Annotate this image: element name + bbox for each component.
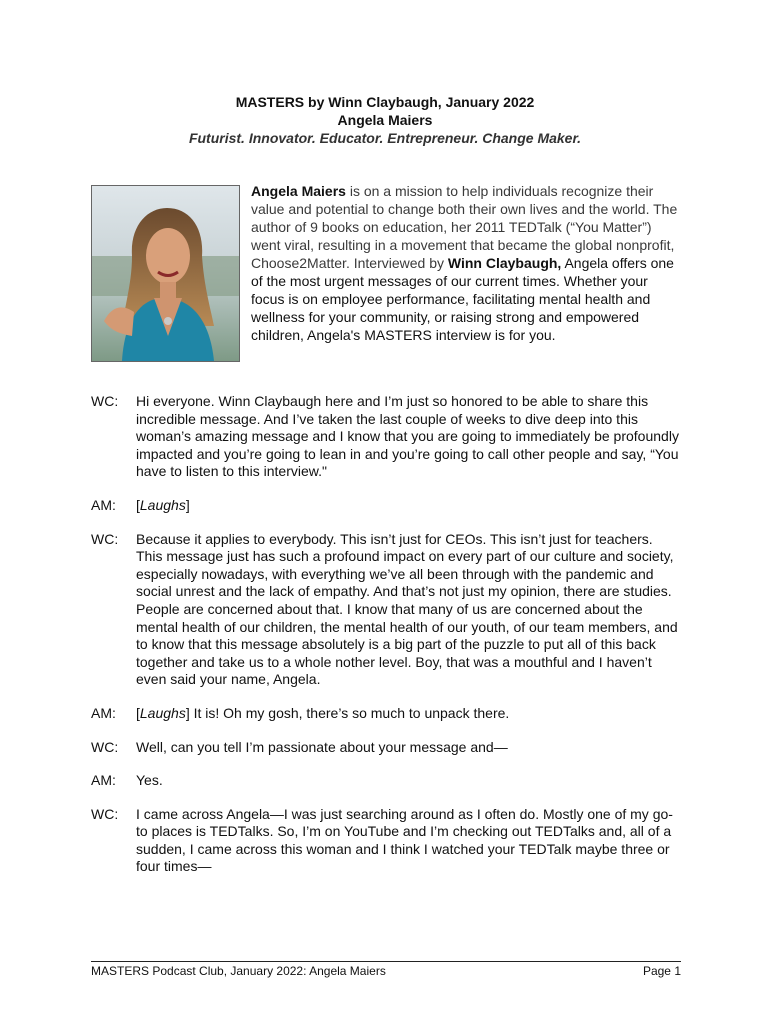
speaker-label: AM: xyxy=(91,704,116,721)
transcript-entry xyxy=(91,772,681,790)
speaker-label: WC: xyxy=(91,530,119,547)
speaker-label: WC: xyxy=(91,738,119,755)
transcript-entry xyxy=(91,531,681,689)
bio-text: is on a mission to help individuals recognize their value and potential to change both their own lives and the world. The author of 9 books on education, her 2011 TEDTalk (“You Matter”) went viral, resulting in a movement that became the global nonprofit, Choose2Matter. Interviewed by xyxy=(251,183,678,271)
bracket-open: [ xyxy=(136,496,140,513)
transcript-text-body: Well, can you tell I’m passionate about your message and— xyxy=(136,738,508,755)
transcript-entry xyxy=(91,497,681,515)
transcript-entry xyxy=(91,705,681,723)
guest-photo xyxy=(91,185,240,362)
guest-name: Angela Maiers xyxy=(337,112,433,128)
guest-tagline: Futurist. Innovator. Educator. Entrepreneur. Change Maker. xyxy=(188,130,582,146)
document-header xyxy=(0,93,770,147)
transcript-entry xyxy=(91,806,681,876)
bracket-open: [ xyxy=(136,704,140,721)
page-footer xyxy=(91,961,681,978)
stage-direction: Laughs xyxy=(139,496,186,513)
transcript-text-body: Because it applies to everybody. This isn’t just for CEOs. This isn’t just for teachers. This message just has such a profound impact on every part of our culture and society, especially nowadays, with everything we’ve all been through with the pandemic and social unrest and the lack of empathy. And that’s not just my opinion, there are studies. People are concerned about that. I know that many of us are concerned about the mental health of our children, the mental health of our youth, of our team members, and to know that this message absolutely is a big part of the puzzle to put all of this back together and take us to a whole nother level. Boy, that was a mouthful and I haven’t even said your name, Angela. xyxy=(136,530,678,688)
transcript-text xyxy=(136,772,681,790)
transcript-text-body: Yes. xyxy=(136,772,163,789)
transcript-text xyxy=(136,531,681,689)
transcript-entry xyxy=(91,393,681,481)
transcript-text xyxy=(136,497,681,515)
page-number: Page 1 xyxy=(642,964,681,978)
document-title: MASTERS by Winn Claybaugh, January 2022 xyxy=(235,94,535,110)
speaker-label: AM: xyxy=(91,772,116,789)
stage-direction: Laughs xyxy=(139,704,186,721)
transcript-text-body: ] xyxy=(185,496,190,513)
transcript-text-body: ] It is! Oh my gosh, there’s so much to unpack there. xyxy=(185,704,510,721)
footer-title: MASTERS Podcast Club, January 2022: Angela Maiers xyxy=(91,964,386,978)
transcript-text xyxy=(136,806,681,876)
speaker-label: WC: xyxy=(91,805,119,822)
transcript-text xyxy=(136,705,681,723)
bio-text-2: Angela offers one of the most urgent messages of our current times. Whether your focus is on employee performance, facilitating mental health and wellness for your community, or raising strong and empowered children, Angela's MASTERS interview is for you. xyxy=(251,255,674,343)
speaker-label: AM: xyxy=(91,496,116,513)
transcript-entry xyxy=(91,739,681,757)
transcript-text-body: I came across Angela—I was just searching around as I often do. Mostly one of my go-to places is TEDTalks. So, I’m on YouTube and I’m checking out TEDTalks and, all of a sudden, I came across this woman and I think I watched your TEDTalk maybe three or four times— xyxy=(136,805,673,875)
transcript-text xyxy=(136,393,681,481)
bio-name: Angela Maiers xyxy=(251,183,346,199)
speaker-label: WC: xyxy=(91,393,119,409)
transcript-text xyxy=(136,739,681,757)
transcript xyxy=(91,393,681,876)
bio-interviewer: Winn Claybaugh, xyxy=(447,255,562,271)
guest-bio xyxy=(251,182,681,344)
transcript-text-body: Hi everyone. Winn Claybaugh here and I’m just so honored to be able to share this incredible message. And I’ve taken the last couple of weeks to dive deep into this woman’s amazing message and I know that you are going to immediately be profoundly impacted and you’re going to lean in and you’re going to call other people and say, “You have to listen to this interview." xyxy=(136,393,679,480)
